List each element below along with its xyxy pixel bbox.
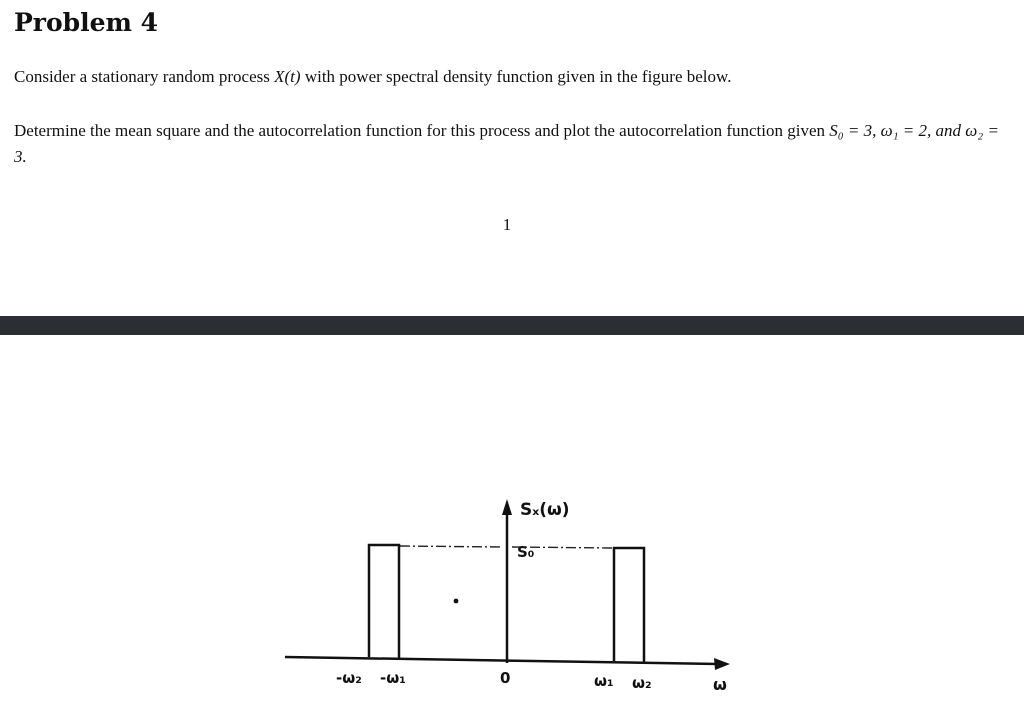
statement-text-end: with power spectral density function given in the figure below. bbox=[300, 67, 732, 86]
left-band bbox=[369, 545, 399, 658]
problem-task bbox=[14, 118, 1014, 170]
page-separator-bar bbox=[0, 316, 1024, 335]
task-text: Determine the mean square and the autocorrelation function for this process and plot the autocorrelation function given bbox=[14, 121, 830, 140]
origin-label: 0 bbox=[500, 669, 511, 687]
psd-figure bbox=[0, 335, 1024, 705]
statement-text: Consider a stationary random process bbox=[14, 67, 275, 86]
problem-title: Problem 4 bbox=[14, 8, 159, 37]
tick-label-w1: ω₁ bbox=[594, 672, 614, 690]
stray-dot bbox=[454, 599, 459, 604]
page-number: 1 bbox=[502, 215, 512, 234]
document-page bbox=[0, 0, 1024, 316]
y-axis-label: Sₓ(ω) bbox=[520, 500, 570, 520]
x-axis-arrow bbox=[714, 658, 730, 670]
level-label: S₀ bbox=[517, 543, 535, 561]
tick-label-neg-w1: -ω₁ bbox=[380, 669, 406, 687]
right-band bbox=[614, 548, 644, 662]
problem-statement bbox=[14, 64, 1014, 90]
given-values: S₀ = 3, ω₁ = 2, and ω₂ = 3. bbox=[14, 121, 999, 166]
process-symbol: X(t) bbox=[274, 67, 301, 86]
tick-label-w2: ω₂ bbox=[632, 674, 652, 692]
x-axis-label: ω bbox=[713, 675, 727, 694]
x-axis bbox=[285, 657, 718, 664]
tick-label-neg-w2: -ω₂ bbox=[336, 669, 362, 687]
y-axis-arrow bbox=[502, 499, 512, 515]
level-line-left bbox=[400, 546, 502, 547]
psd-plot bbox=[0, 335, 1024, 705]
